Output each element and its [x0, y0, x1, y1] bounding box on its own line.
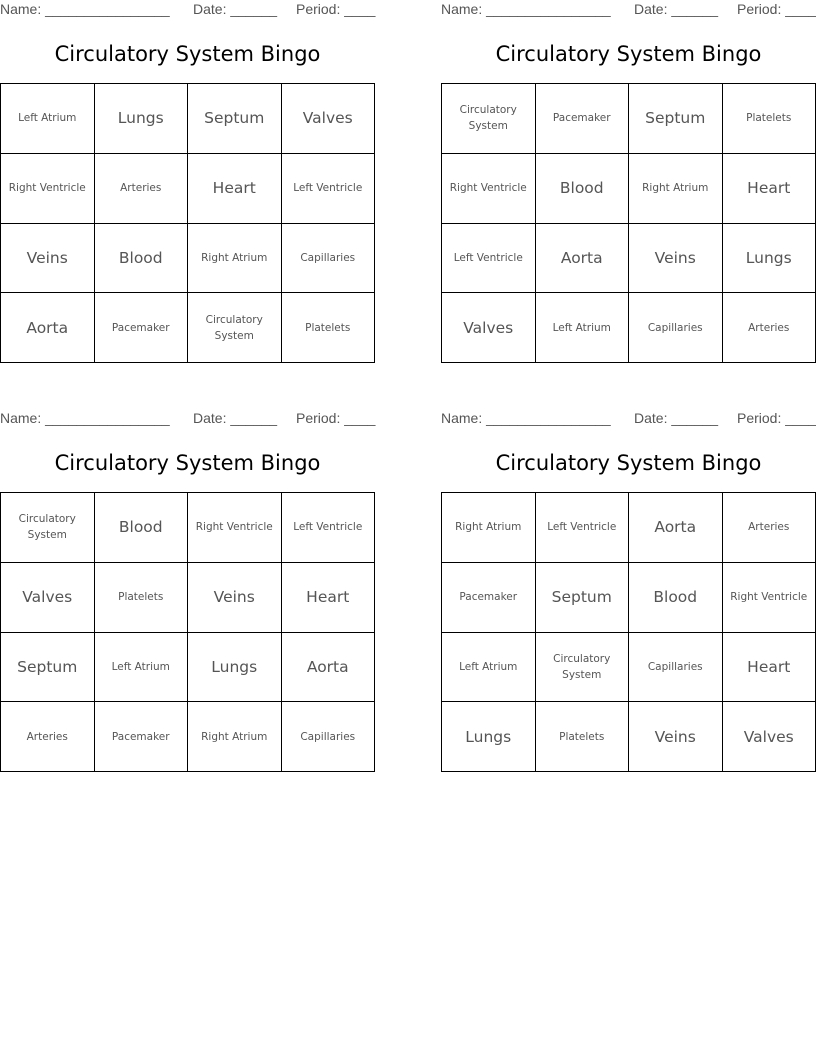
- period-field-label: Period: ____: [737, 1, 816, 17]
- card-title: Circulatory System Bingo: [54, 451, 321, 475]
- bingo-grid: [441, 492, 816, 772]
- bingo-card: [441, 409, 816, 773]
- bingo-cell: Lungs: [95, 84, 189, 154]
- bingo-cell: Heart: [188, 154, 282, 224]
- card-title: Circulatory System Bingo: [495, 42, 762, 66]
- bingo-cell: Circulatory System: [442, 84, 536, 154]
- bingo-cell: Right Ventricle: [723, 563, 816, 633]
- student-info-line: [441, 1, 816, 19]
- bingo-cell: Lungs: [723, 224, 816, 294]
- bingo-cell: Left Atrium: [95, 633, 189, 703]
- bingo-cell: Valves: [723, 702, 816, 772]
- bingo-cell: Capillaries: [282, 224, 376, 294]
- bingo-cell: Septum: [188, 84, 282, 154]
- bingo-cell: Right Atrium: [188, 224, 282, 294]
- period-field-label: Period: ____: [296, 1, 376, 17]
- name-field-label: Name: ________________: [0, 410, 170, 426]
- bingo-cell: Pacemaker: [95, 293, 189, 363]
- bingo-cell: Circulatory System: [1, 493, 95, 563]
- bingo-cell: Platelets: [282, 293, 376, 363]
- card-title: Circulatory System Bingo: [54, 42, 321, 66]
- bingo-grid: [0, 492, 375, 772]
- bingo-cell: Left Atrium: [536, 293, 630, 363]
- bingo-cell: Blood: [629, 563, 723, 633]
- bingo-cell: Circulatory System: [536, 633, 630, 703]
- bingo-cell: Circulatory System: [188, 293, 282, 363]
- student-info-line: [0, 1, 380, 19]
- bingo-cell: Left Ventricle: [536, 493, 630, 563]
- bingo-cell: Valves: [282, 84, 376, 154]
- date-field-label: Date: ______: [634, 410, 719, 426]
- bingo-cell: Left Ventricle: [282, 154, 376, 224]
- bingo-cell: Lungs: [188, 633, 282, 703]
- bingo-cell: Blood: [95, 224, 189, 294]
- student-info-line: [0, 410, 380, 428]
- bingo-grid: [441, 83, 816, 363]
- bingo-cell: Valves: [1, 563, 95, 633]
- bingo-cell: Aorta: [536, 224, 630, 294]
- period-field-label: Period: ____: [296, 410, 376, 426]
- bingo-cell: Platelets: [723, 84, 816, 154]
- bingo-cell: Arteries: [1, 702, 95, 772]
- date-field-label: Date: ______: [193, 1, 278, 17]
- bingo-cell: Heart: [282, 563, 376, 633]
- bingo-cell: Capillaries: [629, 293, 723, 363]
- period-field-label: Period: ____: [737, 410, 816, 426]
- bingo-cell: Septum: [629, 84, 723, 154]
- bingo-cell: Platelets: [95, 563, 189, 633]
- bingo-cell: Lungs: [442, 702, 536, 772]
- bingo-cell: Heart: [723, 154, 816, 224]
- bingo-cell: Septum: [536, 563, 630, 633]
- bingo-cell: Right Ventricle: [188, 493, 282, 563]
- name-field-label: Name: ________________: [0, 1, 170, 17]
- bingo-cell: Capillaries: [282, 702, 376, 772]
- bingo-cell: Arteries: [95, 154, 189, 224]
- date-field-label: Date: ______: [193, 410, 278, 426]
- bingo-cell: Right Ventricle: [1, 154, 95, 224]
- bingo-cell: Aorta: [629, 493, 723, 563]
- bingo-cell: Valves: [442, 293, 536, 363]
- bingo-cell: Septum: [1, 633, 95, 703]
- bingo-cell: Arteries: [723, 293, 816, 363]
- bingo-cell: Pacemaker: [442, 563, 536, 633]
- bingo-cell: Veins: [629, 224, 723, 294]
- student-info-line: [441, 410, 816, 428]
- bingo-cell: Right Atrium: [442, 493, 536, 563]
- bingo-cell: Veins: [1, 224, 95, 294]
- bingo-cell: Left Atrium: [442, 633, 536, 703]
- bingo-cell: Aorta: [1, 293, 95, 363]
- name-field-label: Name: ________________: [441, 410, 611, 426]
- bingo-cell: Left Ventricle: [442, 224, 536, 294]
- bingo-cell: Blood: [536, 154, 630, 224]
- bingo-cell: Blood: [95, 493, 189, 563]
- bingo-card: [0, 409, 375, 773]
- bingo-cell: Platelets: [536, 702, 630, 772]
- bingo-cell: Pacemaker: [95, 702, 189, 772]
- bingo-cell: Right Atrium: [188, 702, 282, 772]
- bingo-cell: Left Ventricle: [282, 493, 376, 563]
- bingo-cell: Aorta: [282, 633, 376, 703]
- bingo-cell: Right Ventricle: [442, 154, 536, 224]
- bingo-card: [0, 0, 375, 364]
- bingo-grid: [0, 83, 375, 363]
- date-field-label: Date: ______: [634, 1, 719, 17]
- bingo-cell: Pacemaker: [536, 84, 630, 154]
- bingo-cell: Arteries: [723, 493, 816, 563]
- name-field-label: Name: ________________: [441, 1, 611, 17]
- card-title: Circulatory System Bingo: [495, 451, 762, 475]
- bingo-cell: Veins: [188, 563, 282, 633]
- bingo-cell: Veins: [629, 702, 723, 772]
- bingo-card: [441, 0, 816, 364]
- bingo-cell: Capillaries: [629, 633, 723, 703]
- bingo-cell: Left Atrium: [1, 84, 95, 154]
- bingo-cell: Right Atrium: [629, 154, 723, 224]
- bingo-cell: Heart: [723, 633, 816, 703]
